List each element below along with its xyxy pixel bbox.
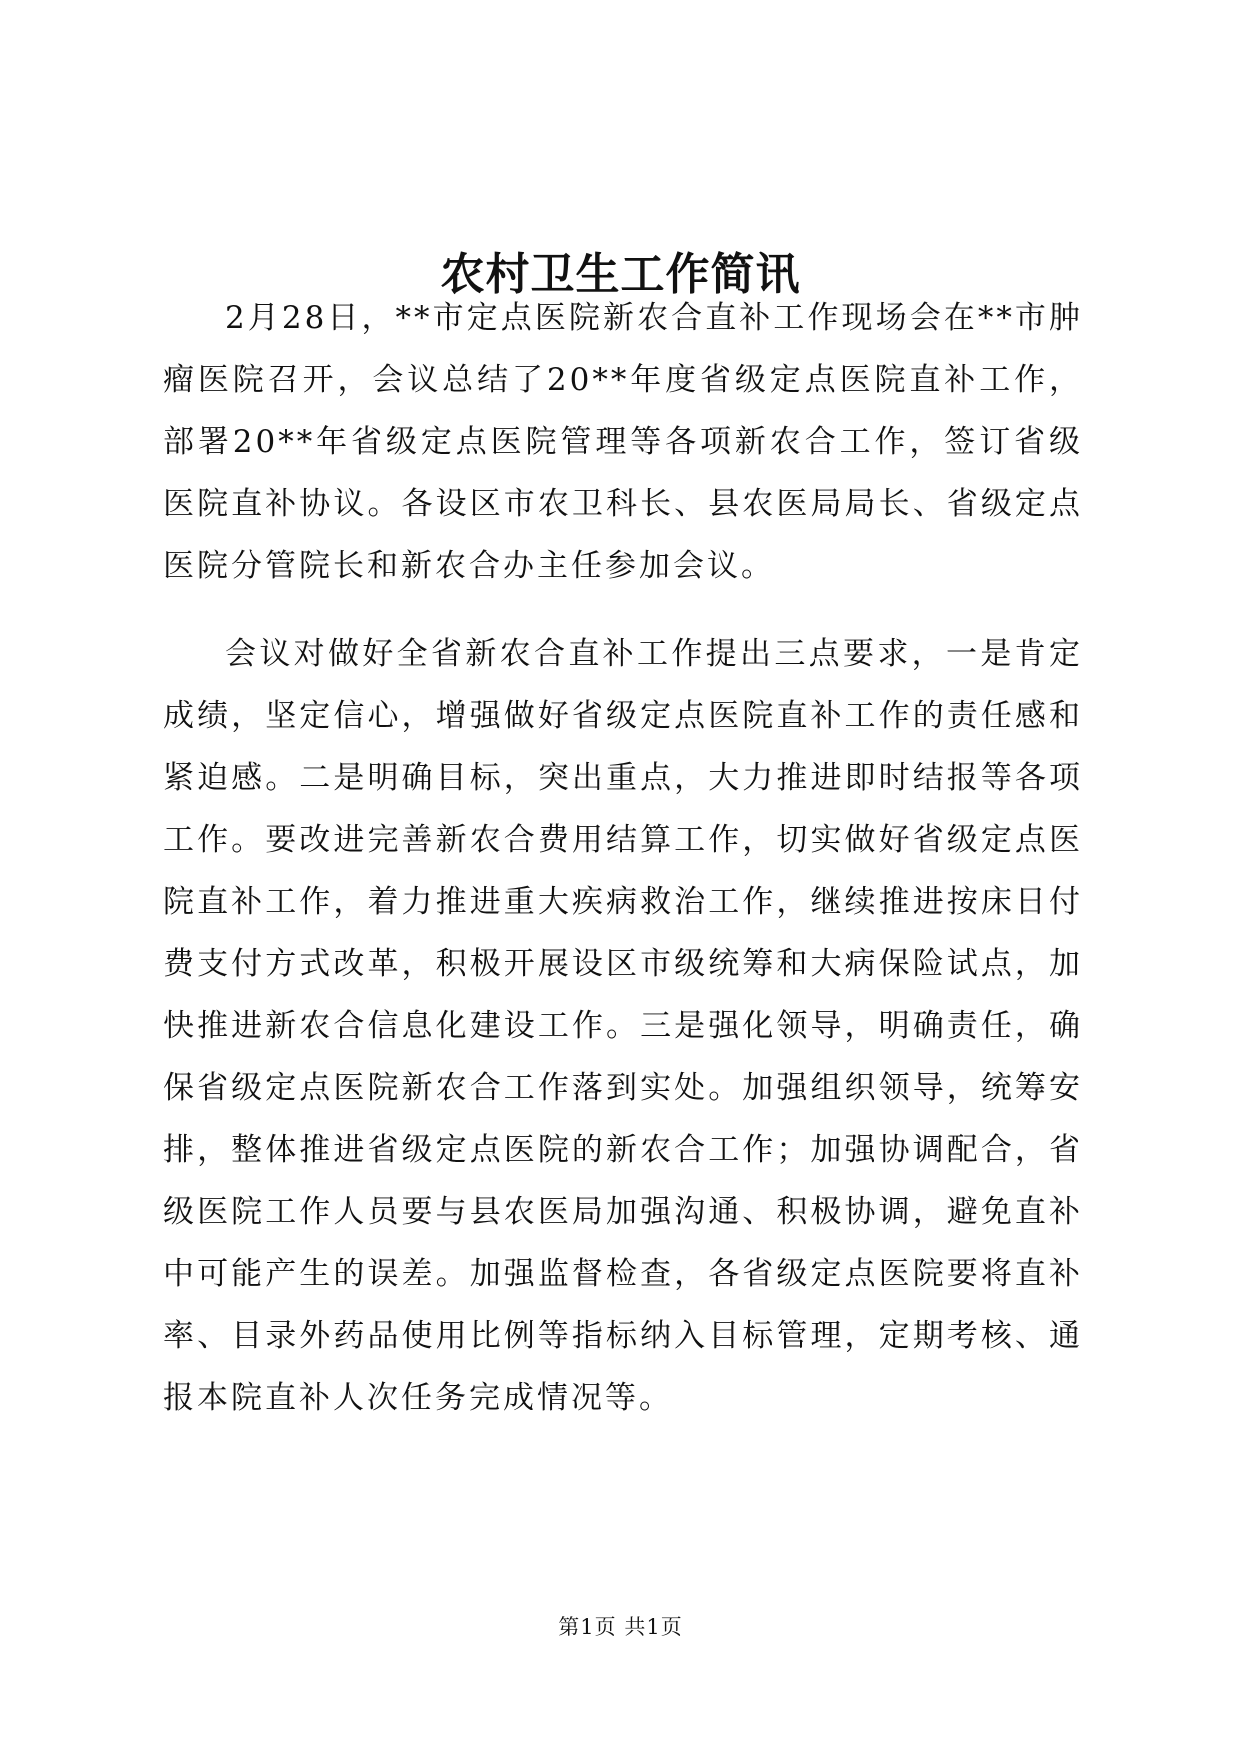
document-body <box>163 287 1083 1429</box>
paragraph-2: 会议对做好全省新农合直补工作提出三点要求，一是肯定成绩，坚定信心，增强做好省级定点医院直补工作的责任感和紧迫感。二是明确目标，突出重点，大力推进即时结报等各项工作。要改进完善新农合费用结算工作，切实做好省级定点医院直补工作，着力推进重大疾病救治工作，继续推进按床日付费支付方式改革，积极开展设区市级统筹和大病保险试点，加快推进新农合信息化建设工作。三是强化领导，明确责任，确保省级定点医院新农合工作落到实处。加强组织领导，统筹安排，整体推进省级定点医院的新农合工作；加强协调配合，省级医院工作人员要与县农医局加强沟通、积极协调，避免直补中可能产生的误差。加强监督检查，各省级定点医院要将直补率、目录外药品使用比例等指标纳入目标管理，定期考核、通报本院直补人次任务完成情况等。 <box>163 636 1083 1416</box>
page-footer: 第1页 共1页 <box>558 1615 683 1639</box>
document-title: 农村卫生工作简讯 <box>440 249 801 301</box>
paragraph-1: 2月28日，**市定点医院新农合直补工作现场会在**市肿瘤医院召开，会议总结了20**年度省级定点医院直补工作，部署20**年省级定点医院管理等各项新农合工作，签订省级医院直补协议。各设区市农卫科长、县农医局局长、省级定点医院分管院长和新农合办主任参加会议。 <box>163 300 1083 584</box>
